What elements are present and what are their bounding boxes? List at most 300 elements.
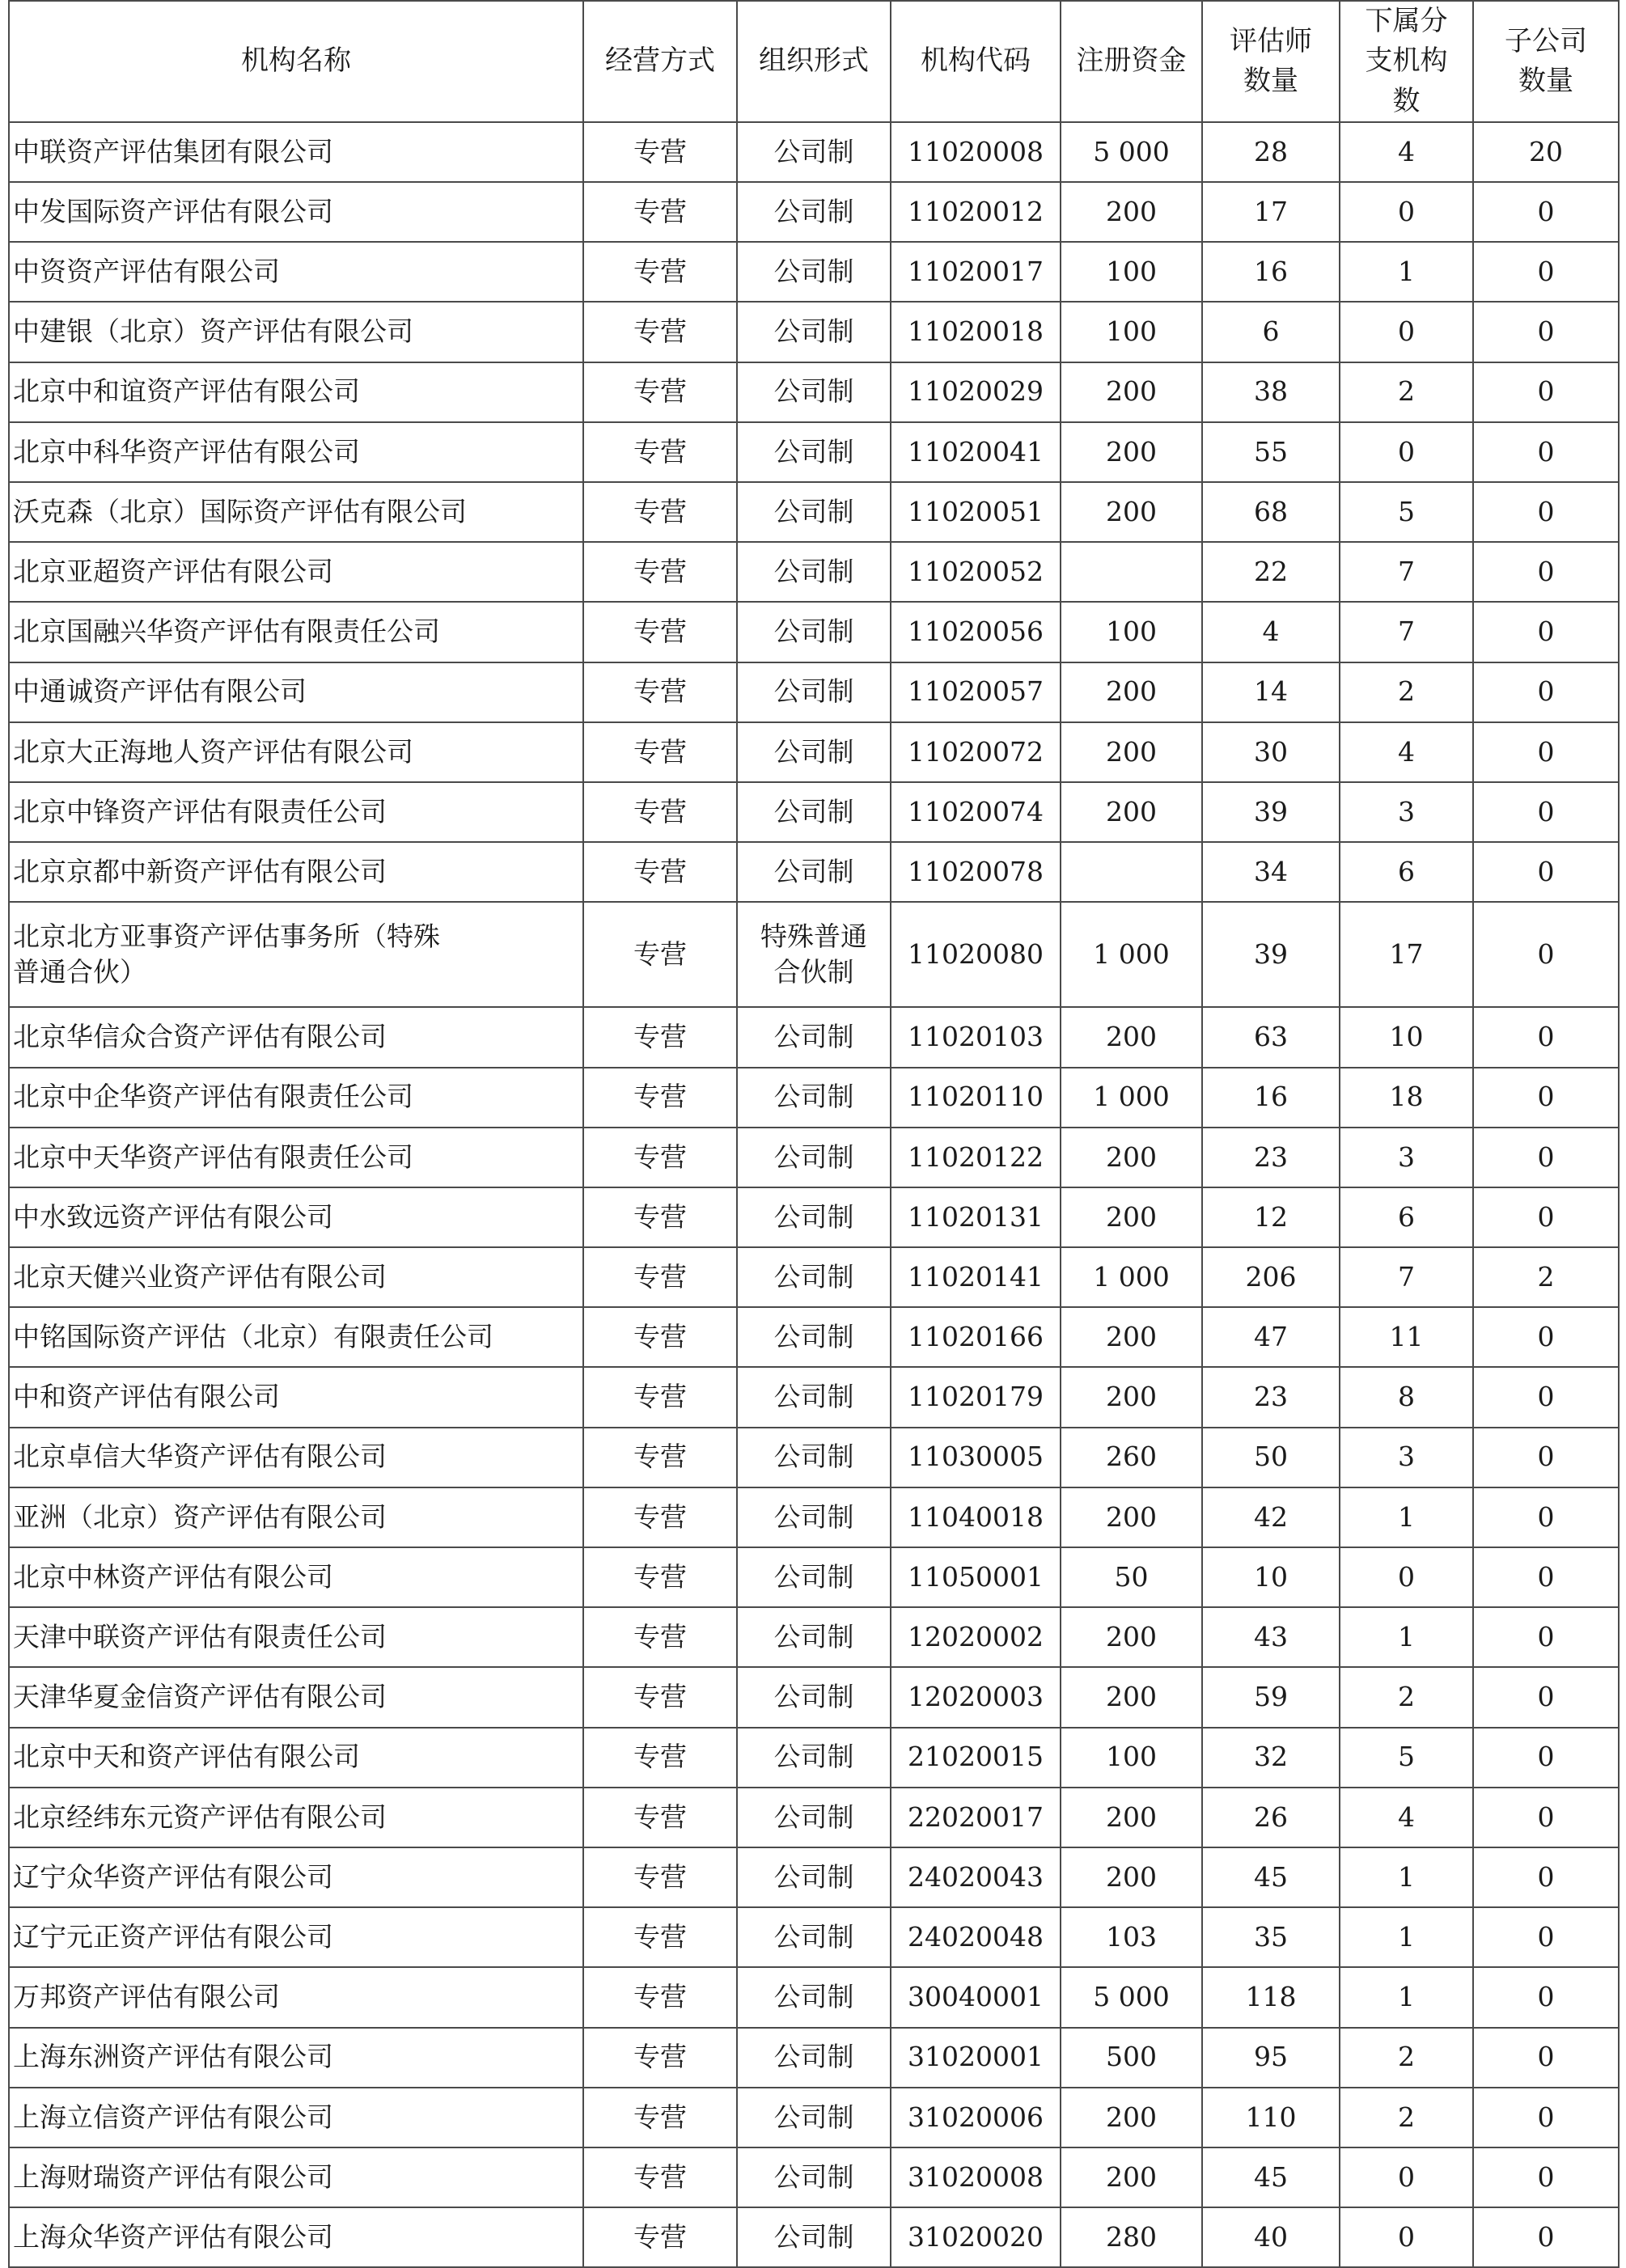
col-header-code: 机构代码 <box>891 1 1061 122</box>
col-header-appraisers: 评估师数量 <box>1202 1 1340 122</box>
table-row <box>9 1128 1619 1187</box>
cell-name: 北京卓信大华资产评估有限公司 <box>9 1428 583 1487</box>
cell-appraisers: 95 <box>1202 2028 1340 2088</box>
table-row <box>9 1487 1619 1547</box>
table-row <box>9 722 1619 782</box>
cell-form: 公司制 <box>737 2147 891 2207</box>
cell-name: 万邦资产评估有限公司 <box>9 1967 583 2027</box>
cell-subsidiaries: 0 <box>1473 182 1619 242</box>
cell-branches: 8 <box>1340 1367 1473 1427</box>
cell-code: 31020008 <box>891 2147 1061 2207</box>
cell-subsidiaries: 0 <box>1473 1667 1619 1727</box>
cell-branches: 0 <box>1340 182 1473 242</box>
cell-name: 北京大正海地人资产评估有限公司 <box>9 722 583 782</box>
cell-name: 中通诚资产评估有限公司 <box>9 662 583 722</box>
cell-capital <box>1061 542 1202 602</box>
cell-subsidiaries: 0 <box>1473 602 1619 662</box>
cell-subsidiaries: 2 <box>1473 1247 1619 1307</box>
cell-code: 31020020 <box>891 2207 1061 2267</box>
cell-subsidiaries: 0 <box>1473 242 1619 302</box>
cell-subsidiaries: 0 <box>1473 1068 1619 1128</box>
cell-form: 公司制 <box>737 122 891 182</box>
cell-subsidiaries: 0 <box>1473 2207 1619 2267</box>
cell-name: 上海财瑞资产评估有限公司 <box>9 2147 583 2207</box>
cell-code: 11020052 <box>891 542 1061 602</box>
col-header-name: 机构名称 <box>9 1 583 122</box>
cell-code: 30040001 <box>891 1967 1061 2027</box>
cell-mode: 专营 <box>583 362 737 422</box>
cell-branches: 0 <box>1340 2147 1473 2207</box>
cell-code: 11020080 <box>891 902 1061 1007</box>
cell-name: 中和资产评估有限公司 <box>9 1367 583 1427</box>
cell-mode: 专营 <box>583 1367 737 1427</box>
cell-form: 公司制 <box>737 662 891 722</box>
cell-form: 公司制 <box>737 1967 891 2027</box>
table-row <box>9 2147 1619 2207</box>
cell-mode: 专营 <box>583 1728 737 1788</box>
cell-branches: 0 <box>1340 1547 1473 1607</box>
table-row <box>9 422 1619 482</box>
cell-code: 11020029 <box>891 362 1061 422</box>
cell-capital: 200 <box>1061 1847 1202 1907</box>
cell-form: 公司制 <box>737 422 891 482</box>
cell-subsidiaries: 0 <box>1473 1847 1619 1907</box>
cell-mode: 专营 <box>583 1547 737 1607</box>
cell-branches: 6 <box>1340 1187 1473 1247</box>
cell-appraisers: 68 <box>1202 482 1340 542</box>
cell-name: 北京中和谊资产评估有限公司 <box>9 362 583 422</box>
cell-capital: 200 <box>1061 1788 1202 1847</box>
cell-branches: 2 <box>1340 362 1473 422</box>
cell-appraisers: 42 <box>1202 1487 1340 1547</box>
cell-form: 公司制 <box>737 482 891 542</box>
cell-mode: 专营 <box>583 1307 737 1367</box>
cell-appraisers: 47 <box>1202 1307 1340 1367</box>
cell-name: 中建银（北京）资产评估有限公司 <box>9 302 583 362</box>
cell-mode: 专营 <box>583 1247 737 1307</box>
table-row <box>9 1728 1619 1788</box>
cell-name: 中资资产评估有限公司 <box>9 242 583 302</box>
cell-appraisers: 26 <box>1202 1788 1340 1847</box>
cell-form: 公司制 <box>737 1247 891 1307</box>
cell-appraisers: 17 <box>1202 182 1340 242</box>
cell-mode: 专营 <box>583 482 737 542</box>
cell-name: 天津华夏金信资产评估有限公司 <box>9 1667 583 1727</box>
cell-form: 公司制 <box>737 1007 891 1067</box>
cell-capital: 500 <box>1061 2028 1202 2088</box>
cell-code: 11020122 <box>891 1128 1061 1187</box>
cell-subsidiaries: 0 <box>1473 842 1619 902</box>
institution-table <box>8 0 1620 2268</box>
cell-subsidiaries: 0 <box>1473 2088 1619 2147</box>
table-row <box>9 2028 1619 2088</box>
cell-subsidiaries: 0 <box>1473 422 1619 482</box>
cell-appraisers: 63 <box>1202 1007 1340 1067</box>
table-row <box>9 482 1619 542</box>
cell-code: 11020041 <box>891 422 1061 482</box>
cell-subsidiaries: 0 <box>1473 1367 1619 1427</box>
cell-mode: 专营 <box>583 1128 737 1187</box>
cell-code: 11020072 <box>891 722 1061 782</box>
cell-branches: 2 <box>1340 662 1473 722</box>
cell-appraisers: 34 <box>1202 842 1340 902</box>
cell-mode: 专营 <box>583 1428 737 1487</box>
table-row <box>9 122 1619 182</box>
table-row <box>9 1068 1619 1128</box>
cell-form: 公司制 <box>737 602 891 662</box>
cell-form: 公司制 <box>737 1367 891 1427</box>
cell-branches: 1 <box>1340 1607 1473 1667</box>
cell-form: 公司制 <box>737 1907 891 1967</box>
cell-subsidiaries: 0 <box>1473 2147 1619 2207</box>
cell-appraisers: 23 <box>1202 1367 1340 1427</box>
cell-branches: 17 <box>1340 902 1473 1007</box>
table-row <box>9 662 1619 722</box>
cell-appraisers: 12 <box>1202 1187 1340 1247</box>
cell-subsidiaries: 0 <box>1473 362 1619 422</box>
cell-mode: 专营 <box>583 2088 737 2147</box>
col-header-subsidiaries: 子公司数量 <box>1473 1 1619 122</box>
table-row <box>9 842 1619 902</box>
cell-appraisers: 6 <box>1202 302 1340 362</box>
cell-form: 公司制 <box>737 1307 891 1367</box>
cell-code: 12020003 <box>891 1667 1061 1727</box>
cell-form: 公司制 <box>737 1667 891 1727</box>
cell-code: 11020008 <box>891 122 1061 182</box>
cell-appraisers: 38 <box>1202 362 1340 422</box>
cell-subsidiaries: 0 <box>1473 542 1619 602</box>
cell-branches: 7 <box>1340 1247 1473 1307</box>
cell-name: 北京亚超资产评估有限公司 <box>9 542 583 602</box>
cell-branches: 10 <box>1340 1007 1473 1067</box>
cell-name: 北京华信众合资产评估有限公司 <box>9 1007 583 1067</box>
cell-mode: 专营 <box>583 662 737 722</box>
cell-name: 上海众华资产评估有限公司 <box>9 2207 583 2267</box>
cell-capital: 200 <box>1061 1007 1202 1067</box>
cell-subsidiaries: 0 <box>1473 1907 1619 1967</box>
cell-branches: 0 <box>1340 422 1473 482</box>
cell-name: 北京中锋资产评估有限责任公司 <box>9 782 583 842</box>
cell-capital: 100 <box>1061 242 1202 302</box>
cell-capital: 200 <box>1061 1367 1202 1427</box>
cell-subsidiaries: 0 <box>1473 722 1619 782</box>
cell-appraisers: 14 <box>1202 662 1340 722</box>
cell-branches: 18 <box>1340 1068 1473 1128</box>
cell-appraisers: 118 <box>1202 1967 1340 2027</box>
cell-form: 公司制 <box>737 1487 891 1547</box>
cell-mode: 专营 <box>583 1788 737 1847</box>
cell-code: 21020015 <box>891 1728 1061 1788</box>
cell-appraisers: 10 <box>1202 1547 1340 1607</box>
cell-branches: 4 <box>1340 1788 1473 1847</box>
cell-capital: 280 <box>1061 2207 1202 2267</box>
table-row <box>9 2088 1619 2147</box>
table-row <box>9 1187 1619 1247</box>
cell-mode: 专营 <box>583 1187 737 1247</box>
cell-code: 12020002 <box>891 1607 1061 1667</box>
cell-branches: 2 <box>1340 1667 1473 1727</box>
cell-code: 22020017 <box>891 1788 1061 1847</box>
cell-mode: 专营 <box>583 1667 737 1727</box>
cell-mode: 专营 <box>583 2147 737 2207</box>
cell-mode: 专营 <box>583 1847 737 1907</box>
cell-subsidiaries: 0 <box>1473 1547 1619 1607</box>
cell-name: 北京经纬东元资产评估有限公司 <box>9 1788 583 1847</box>
cell-code: 11020074 <box>891 782 1061 842</box>
cell-name: 中发国际资产评估有限公司 <box>9 182 583 242</box>
cell-form: 公司制 <box>737 2088 891 2147</box>
cell-branches: 1 <box>1340 1967 1473 2027</box>
cell-subsidiaries: 0 <box>1473 1007 1619 1067</box>
cell-form: 公司制 <box>737 182 891 242</box>
cell-branches: 0 <box>1340 302 1473 362</box>
cell-name: 沃克森（北京）国际资产评估有限公司 <box>9 482 583 542</box>
cell-branches: 3 <box>1340 782 1473 842</box>
cell-mode: 专营 <box>583 722 737 782</box>
table-row <box>9 542 1619 602</box>
cell-form: 公司制 <box>737 1187 891 1247</box>
cell-mode: 专营 <box>583 242 737 302</box>
cell-mode: 专营 <box>583 1068 737 1128</box>
cell-capital: 200 <box>1061 1307 1202 1367</box>
cell-form: 公司制 <box>737 362 891 422</box>
cell-subsidiaries: 0 <box>1473 1788 1619 1847</box>
cell-code: 11020110 <box>891 1068 1061 1128</box>
cell-code: 11020166 <box>891 1307 1061 1367</box>
cell-capital: 200 <box>1061 422 1202 482</box>
cell-name: 北京京都中新资产评估有限公司 <box>9 842 583 902</box>
cell-appraisers: 50 <box>1202 1428 1340 1487</box>
col-header-mode: 经营方式 <box>583 1 737 122</box>
cell-mode: 专营 <box>583 542 737 602</box>
cell-code: 31020006 <box>891 2088 1061 2147</box>
cell-capital: 200 <box>1061 1128 1202 1187</box>
cell-name: 辽宁元正资产评估有限公司 <box>9 1907 583 1967</box>
cell-name: 辽宁众华资产评估有限公司 <box>9 1847 583 1907</box>
cell-appraisers: 59 <box>1202 1667 1340 1727</box>
cell-form: 公司制 <box>737 1607 891 1667</box>
cell-mode: 专营 <box>583 302 737 362</box>
cell-capital: 200 <box>1061 782 1202 842</box>
table-row <box>9 182 1619 242</box>
cell-appraisers: 39 <box>1202 902 1340 1007</box>
cell-name: 北京北方亚事资产评估事务所（特殊普通合伙） <box>9 902 583 1007</box>
cell-appraisers: 40 <box>1202 2207 1340 2267</box>
cell-mode: 专营 <box>583 2207 737 2267</box>
cell-subsidiaries: 20 <box>1473 122 1619 182</box>
cell-subsidiaries: 0 <box>1473 1187 1619 1247</box>
cell-branches: 1 <box>1340 1907 1473 1967</box>
cell-subsidiaries: 0 <box>1473 482 1619 542</box>
cell-branches: 4 <box>1340 722 1473 782</box>
cell-name: 中铭国际资产评估（北京）有限责任公司 <box>9 1307 583 1367</box>
cell-subsidiaries: 0 <box>1473 782 1619 842</box>
cell-branches: 5 <box>1340 482 1473 542</box>
table-row <box>9 1847 1619 1907</box>
cell-form: 公司制 <box>737 242 891 302</box>
cell-appraisers: 110 <box>1202 2088 1340 2147</box>
table-row <box>9 1547 1619 1607</box>
cell-branches: 1 <box>1340 1847 1473 1907</box>
cell-code: 11020078 <box>891 842 1061 902</box>
cell-subsidiaries: 0 <box>1473 1487 1619 1547</box>
cell-mode: 专营 <box>583 1607 737 1667</box>
cell-subsidiaries: 0 <box>1473 1728 1619 1788</box>
table-row <box>9 1307 1619 1367</box>
cell-capital: 5 000 <box>1061 1967 1202 2027</box>
cell-branches: 3 <box>1340 1428 1473 1487</box>
cell-capital: 200 <box>1061 182 1202 242</box>
cell-capital: 103 <box>1061 1907 1202 1967</box>
cell-form: 公司制 <box>737 2207 891 2267</box>
cell-branches: 2 <box>1340 2088 1473 2147</box>
cell-branches: 6 <box>1340 842 1473 902</box>
cell-form: 公司制 <box>737 302 891 362</box>
cell-appraisers: 43 <box>1202 1607 1340 1667</box>
cell-code: 11020051 <box>891 482 1061 542</box>
cell-name: 亚洲（北京）资产评估有限公司 <box>9 1487 583 1547</box>
cell-capital: 200 <box>1061 1607 1202 1667</box>
cell-form: 公司制 <box>737 782 891 842</box>
cell-branches: 1 <box>1340 242 1473 302</box>
cell-branches: 0 <box>1340 2207 1473 2267</box>
cell-mode: 专营 <box>583 1487 737 1547</box>
cell-branches: 11 <box>1340 1307 1473 1367</box>
cell-capital: 1 000 <box>1061 1247 1202 1307</box>
cell-mode: 专营 <box>583 782 737 842</box>
col-header-branches: 下属分支机构数 <box>1340 1 1473 122</box>
cell-capital: 200 <box>1061 1487 1202 1547</box>
cell-code: 11020131 <box>891 1187 1061 1247</box>
cell-appraisers: 16 <box>1202 242 1340 302</box>
cell-capital: 5 000 <box>1061 122 1202 182</box>
cell-appraisers: 45 <box>1202 2147 1340 2207</box>
cell-mode: 专营 <box>583 1007 737 1067</box>
cell-form: 公司制 <box>737 1547 891 1607</box>
header-row <box>9 1 1619 122</box>
cell-appraisers: 55 <box>1202 422 1340 482</box>
cell-appraisers: 28 <box>1202 122 1340 182</box>
cell-subsidiaries: 0 <box>1473 662 1619 722</box>
cell-code: 11020017 <box>891 242 1061 302</box>
cell-subsidiaries: 0 <box>1473 1607 1619 1667</box>
cell-form: 公司制 <box>737 1788 891 1847</box>
cell-capital: 260 <box>1061 1428 1202 1487</box>
cell-capital: 200 <box>1061 2088 1202 2147</box>
cell-form: 公司制 <box>737 1428 891 1487</box>
cell-subsidiaries: 0 <box>1473 2028 1619 2088</box>
cell-subsidiaries: 0 <box>1473 1428 1619 1487</box>
cell-form: 公司制 <box>737 722 891 782</box>
cell-name: 中联资产评估集团有限公司 <box>9 122 583 182</box>
table-row <box>9 362 1619 422</box>
cell-subsidiaries: 0 <box>1473 1307 1619 1367</box>
cell-branches: 4 <box>1340 122 1473 182</box>
cell-mode: 专营 <box>583 842 737 902</box>
cell-form: 公司制 <box>737 1128 891 1187</box>
cell-form: 公司制 <box>737 542 891 602</box>
cell-name: 北京中天和资产评估有限公司 <box>9 1728 583 1788</box>
col-header-capital: 注册资金 <box>1061 1 1202 122</box>
cell-code: 11020141 <box>891 1247 1061 1307</box>
cell-branches: 2 <box>1340 2028 1473 2088</box>
cell-capital: 200 <box>1061 2147 1202 2207</box>
cell-name: 天津中联资产评估有限责任公司 <box>9 1607 583 1667</box>
table-row <box>9 1667 1619 1727</box>
cell-code: 11030005 <box>891 1428 1061 1487</box>
cell-form: 公司制 <box>737 1847 891 1907</box>
cell-appraisers: 23 <box>1202 1128 1340 1187</box>
table-row <box>9 1907 1619 1967</box>
cell-subsidiaries: 0 <box>1473 902 1619 1007</box>
cell-code: 24020048 <box>891 1907 1061 1967</box>
cell-capital: 100 <box>1061 302 1202 362</box>
cell-mode: 专营 <box>583 902 737 1007</box>
cell-branches: 5 <box>1340 1728 1473 1788</box>
cell-appraisers: 16 <box>1202 1068 1340 1128</box>
cell-capital: 200 <box>1061 1667 1202 1727</box>
cell-name: 北京中科华资产评估有限公司 <box>9 422 583 482</box>
table-row <box>9 1607 1619 1667</box>
cell-mode: 专营 <box>583 122 737 182</box>
cell-name: 上海东洲资产评估有限公司 <box>9 2028 583 2088</box>
cell-capital: 200 <box>1061 662 1202 722</box>
cell-capital: 1 000 <box>1061 902 1202 1007</box>
cell-appraisers: 39 <box>1202 782 1340 842</box>
cell-code: 11020179 <box>891 1367 1061 1427</box>
cell-capital: 100 <box>1061 1728 1202 1788</box>
cell-subsidiaries: 0 <box>1473 1128 1619 1187</box>
table-row <box>9 1428 1619 1487</box>
table-row <box>9 902 1619 1007</box>
cell-mode: 专营 <box>583 422 737 482</box>
cell-branches: 7 <box>1340 602 1473 662</box>
cell-capital: 200 <box>1061 1187 1202 1247</box>
cell-code: 11020103 <box>891 1007 1061 1067</box>
cell-name: 北京国融兴华资产评估有限责任公司 <box>9 602 583 662</box>
cell-name: 北京中企华资产评估有限责任公司 <box>9 1068 583 1128</box>
table-row <box>9 302 1619 362</box>
cell-capital: 200 <box>1061 362 1202 422</box>
cell-code: 11020057 <box>891 662 1061 722</box>
table-row <box>9 1967 1619 2027</box>
cell-appraisers: 32 <box>1202 1728 1340 1788</box>
cell-subsidiaries: 0 <box>1473 1967 1619 2027</box>
cell-code: 31020001 <box>891 2028 1061 2088</box>
cell-capital: 50 <box>1061 1547 1202 1607</box>
cell-branches: 7 <box>1340 542 1473 602</box>
table-row <box>9 1247 1619 1307</box>
cell-appraisers: 35 <box>1202 1907 1340 1967</box>
cell-capital: 100 <box>1061 602 1202 662</box>
cell-name: 北京天健兴业资产评估有限公司 <box>9 1247 583 1307</box>
cell-code: 11020012 <box>891 182 1061 242</box>
table-row <box>9 1367 1619 1427</box>
cell-subsidiaries: 0 <box>1473 302 1619 362</box>
cell-name: 上海立信资产评估有限公司 <box>9 2088 583 2147</box>
cell-form: 公司制 <box>737 1068 891 1128</box>
table-row <box>9 602 1619 662</box>
cell-appraisers: 30 <box>1202 722 1340 782</box>
table-row <box>9 1007 1619 1067</box>
cell-capital <box>1061 842 1202 902</box>
table-row <box>9 782 1619 842</box>
cell-appraisers: 22 <box>1202 542 1340 602</box>
cell-code: 11050001 <box>891 1547 1061 1607</box>
cell-form: 公司制 <box>737 842 891 902</box>
cell-appraisers: 4 <box>1202 602 1340 662</box>
table-row <box>9 2207 1619 2267</box>
